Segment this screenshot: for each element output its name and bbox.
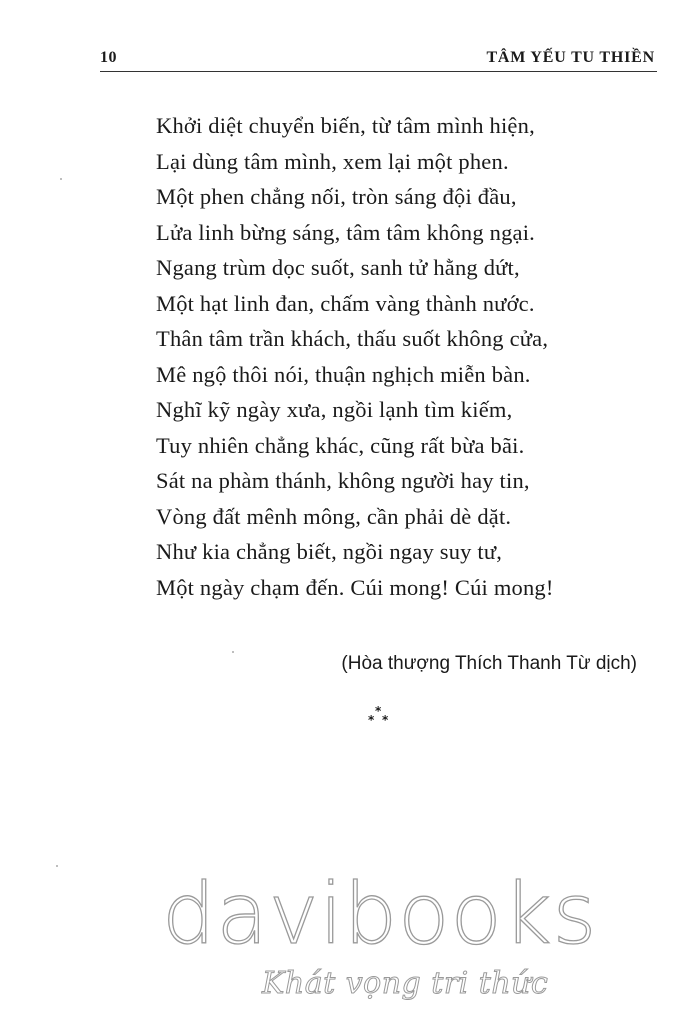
poem-line: Như kia chẳng biết, ngồi ngay suy tư, [156, 539, 503, 564]
paper-speck [60, 178, 62, 180]
poem-line: Một hạt linh đan, chấm vàng thành nước. [156, 290, 535, 316]
poem-line: Tuy nhiên chẳng khác, cũng rất bừa bãi. [156, 432, 525, 458]
ornament-star: * [375, 704, 382, 718]
poem-line: Lửa linh bừng sáng, tâm tâm không ngại. [156, 219, 536, 245]
page-header [100, 44, 657, 70]
ornament-star: * [368, 713, 375, 727]
watermark-logo: davibooks [162, 865, 598, 963]
poem-line: Một ngày chạm đến. Cúi mong! Cúi mong! [156, 574, 554, 600]
poem-line: Vòng đất mênh mông, cần phải dè dặt. [156, 503, 512, 529]
poem-line: Thân tâm trần khách, thấu suốt không cửa, [156, 326, 549, 351]
paper-speck [232, 651, 234, 653]
asterism-ornament [362, 705, 402, 735]
poem-line: Một phen chẳng nối, tròn sáng đội đầu, [156, 184, 517, 209]
ornament-star: * [382, 713, 389, 727]
paper-speck [56, 865, 58, 867]
watermark-tagline: Khát vọng tri thức [262, 966, 549, 1001]
poem-line: Lại dùng tâm mình, xem lại một phen. [156, 148, 509, 174]
poem-line: Khởi diệt chuyển biến, từ tâm mình hiện, [156, 113, 535, 138]
poem-line: Nghĩ kỹ ngày xưa, ngồi lạnh tìm kiếm, [156, 397, 513, 422]
translator-credit: (Hòa thượng Thích Thanh Từ dịch) [341, 653, 637, 674]
poem [156, 108, 656, 605]
running-title: TÂM YẾU TU THIỀN [486, 49, 655, 66]
poem-line: Mê ngộ thôi nói, thuận nghịch miễn bàn. [156, 361, 531, 387]
poem-line: Sát na phàm thánh, không người hay tin, [156, 468, 530, 493]
header-rule [100, 71, 657, 72]
page-number: 10 [100, 49, 117, 66]
poem-line: Ngang trùm dọc suốt, sanh tử hằng dứt, [156, 255, 520, 280]
